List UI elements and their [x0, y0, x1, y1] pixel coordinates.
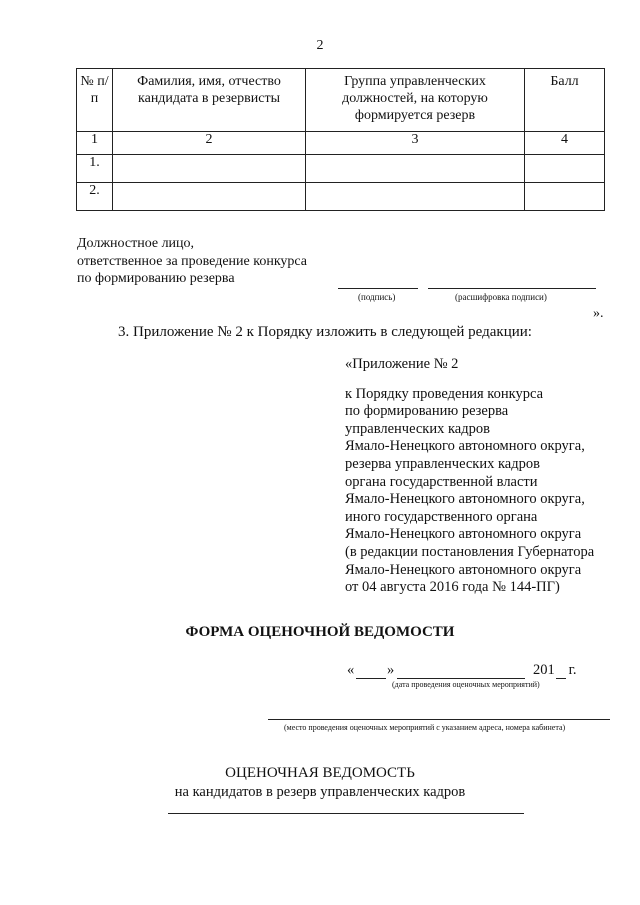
appendix-line: Ямало-Ненецкого автономного округа, [345, 438, 585, 455]
table-cell [525, 155, 605, 183]
signature-line [338, 288, 418, 289]
day-blank [356, 678, 386, 679]
official-line: ответственное за проведение конкурса [77, 253, 308, 269]
sheet-underline [168, 813, 524, 814]
table-row [77, 183, 605, 211]
appendix-title: «Приложение № 2 [345, 356, 459, 372]
table-cell [525, 183, 605, 211]
open-quote: « [347, 662, 355, 678]
appendix-line: иного государственного органа [345, 508, 538, 525]
table-cell: 2. [77, 183, 113, 211]
place-caption: (место проведения оценочных мероприятий с указанием адреса, номера кабинета) [284, 723, 566, 732]
year-suffix: г. [565, 662, 577, 678]
official-line: по формированию резерва [77, 271, 235, 286]
table-cell [306, 155, 525, 183]
closing-quote: ». [593, 306, 604, 321]
appendix-line: органа государственной власти [345, 473, 538, 490]
page-number: 2 [316, 38, 324, 53]
appendix-header [345, 356, 594, 597]
sheet-subtitle: на кандидатов в резерв управленческих кадров [174, 784, 466, 800]
date-line [347, 662, 354, 679]
official-label [77, 235, 307, 288]
appendix-line: от 04 августа 2016 года № 144-ПГ) [345, 579, 560, 596]
appendix-line: резерва управленческих кадров [345, 455, 540, 472]
appendix-line: по формированию резерва [345, 403, 509, 420]
form-title: ФОРМА ОЦЕНОЧНОЙ ВЕДОМОСТИ [185, 624, 455, 640]
month-blank [397, 678, 525, 679]
header-position-group: Группа управленческих должностей, на которую формируется резерв [306, 69, 525, 132]
numbering-cell: 3 [306, 132, 525, 155]
numbering-cell: 2 [113, 132, 306, 155]
decoding-caption: (расшифровка подписи) [455, 292, 547, 302]
candidates-table [76, 68, 605, 211]
table-header-row [77, 69, 605, 132]
table-numbering-row [77, 132, 605, 155]
appendix-line: (в редакции постановления Губернатора [345, 543, 595, 560]
sheet-title: ОЦЕНОЧНАЯ ВЕДОМОСТЬ [225, 765, 415, 781]
paragraph-3: 3. Приложение № 2 к Порядку изложить в следующей редакции: [118, 324, 532, 340]
place-line [268, 719, 610, 720]
year-prefix: 201 [533, 662, 555, 678]
header-score: Балл [525, 69, 605, 132]
table-cell [113, 155, 306, 183]
table-cell [306, 183, 525, 211]
appendix-line: к Порядку проведения конкурса [345, 385, 544, 402]
appendix-line: Ямало-Ненецкого автономного округа [345, 561, 582, 578]
appendix-line: Ямало-Ненецкого автономного округа, [345, 491, 585, 508]
header-number: № п/п [77, 69, 113, 132]
table-cell [113, 183, 306, 211]
header-full-name: Фамилия, имя, отчество кандидата в резервисты [113, 69, 306, 132]
date-caption: (дата проведения оценочных мероприятий) [392, 680, 540, 689]
official-line: Должностное лицо, [77, 236, 195, 251]
appendix-line: Ямало-Ненецкого автономного округа [345, 526, 582, 543]
numbering-cell: 4 [525, 132, 605, 155]
signature-caption: (подпись) [358, 292, 396, 302]
appendix-line: управленческих кадров [345, 420, 490, 437]
close-quote: » [387, 662, 395, 678]
table-row [77, 155, 605, 183]
numbering-cell: 1 [77, 132, 113, 155]
decoding-line [428, 288, 596, 289]
table-cell: 1. [77, 155, 113, 183]
